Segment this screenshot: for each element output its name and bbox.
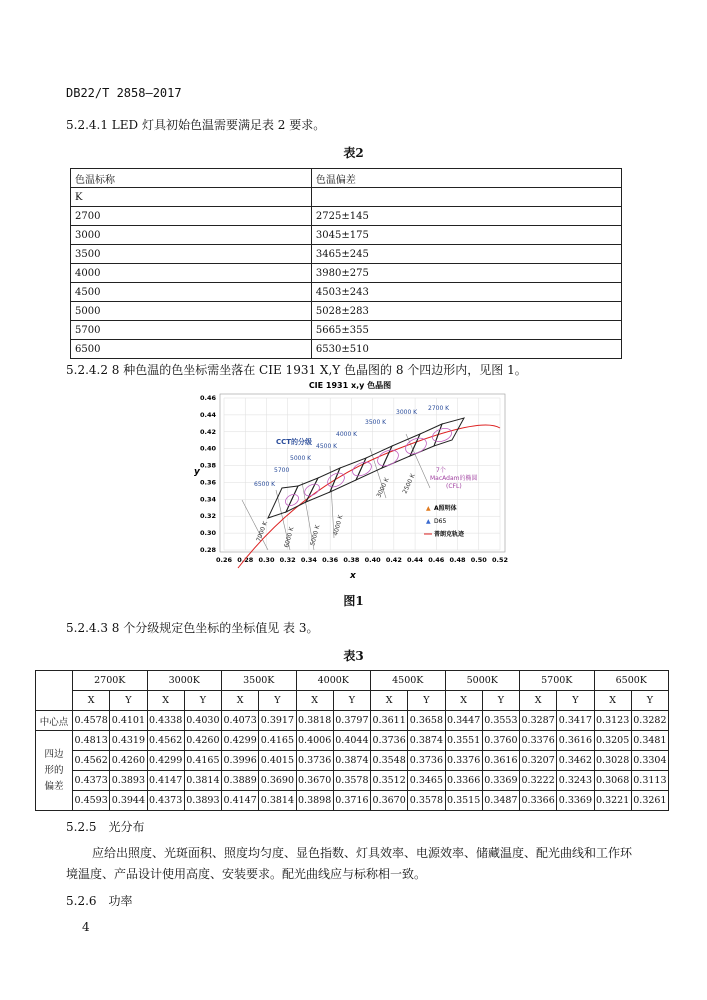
bin-label-6500: 6500 K [254, 481, 276, 488]
y-tick-label: 0.28 [199, 546, 216, 554]
x-tick-label: 0.46 [428, 556, 445, 564]
table2-cell: 3465±245 [311, 245, 621, 264]
y-tick-label: 0.32 [199, 512, 216, 521]
bin-label-5700: 5700 [274, 467, 290, 474]
table-3 [35, 670, 669, 811]
x-tick-label: 0.34 [300, 556, 317, 564]
table3-cell: 0.3123 [594, 711, 631, 731]
table3-xy-row [36, 691, 669, 711]
x-tick-label: 0.50 [470, 556, 487, 564]
table3-cell: 0.3287 [520, 711, 557, 731]
table3-cell: 0.3487 [482, 791, 519, 811]
bin-label-5000: 5000 K [290, 455, 312, 462]
table2-cell: 3045±175 [311, 226, 621, 245]
table3-cell: 0.3658 [408, 711, 445, 731]
table3-cell: 0.3028 [594, 751, 631, 771]
table3-temp-header: 2700K [73, 671, 148, 691]
table3-cell: 0.4260 [184, 731, 221, 751]
clause-5-2-4-3: 5.2.4.3 8 个分级规定色坐标的坐标值见 表 3。 [66, 621, 319, 635]
table2-row [71, 207, 622, 226]
table3-cell: 0.3578 [408, 791, 445, 811]
table3-cell: 0.3376 [445, 751, 482, 771]
table3-cell: 0.3893 [110, 771, 147, 791]
table-2 [70, 168, 622, 359]
section-number: 5.2.6 [66, 894, 97, 908]
bin-label-3000: 3000 K [396, 409, 418, 416]
table3-cell: 0.3515 [445, 791, 482, 811]
table3-cell: 0.4562 [147, 731, 184, 751]
legend-d65-marker: ▲ [426, 518, 431, 525]
x-tick-label: 0.36 [322, 556, 339, 564]
table3-cell: 0.3369 [557, 791, 594, 811]
table2-cell: 3500 [71, 245, 312, 264]
cct-grading-label: CCT的分级 [276, 438, 313, 446]
figure-title: CIE 1931 x,y 色晶图 [308, 381, 392, 390]
table3-x-header: X [445, 691, 482, 711]
legend-planckian: 普朗克轨迹 [434, 531, 465, 538]
table2-header-row [71, 169, 622, 188]
table3-cell: 0.3551 [445, 731, 482, 751]
table3-temp-header: 3500K [222, 671, 297, 691]
table2-cell: 2700 [71, 207, 312, 226]
y-tick-label: 0.30 [199, 529, 216, 538]
section-5-2-6-heading [66, 892, 133, 909]
table3-cell: 0.4299 [147, 751, 184, 771]
table3-dev-row [36, 751, 669, 771]
table3-cell: 0.3261 [631, 791, 668, 811]
table3-cell: 0.4813 [73, 731, 110, 751]
table3-temp-header: 4500K [371, 671, 446, 691]
y-tick-labels [200, 394, 217, 554]
table3-cell: 0.3736 [371, 731, 408, 751]
table2-row [71, 264, 622, 283]
table3-cell: 0.3814 [184, 771, 221, 791]
table3-dev-label: 四边形的偏差 [36, 731, 73, 811]
table3-cell: 0.3417 [557, 711, 594, 731]
table2-cell: 5700 [71, 321, 312, 340]
table3-cell: 0.4260 [110, 751, 147, 771]
table3-cell: 0.4030 [184, 711, 221, 731]
table3-cell: 0.4373 [73, 771, 110, 791]
table3-cell: 0.3243 [557, 771, 594, 791]
table3-temp-row [36, 671, 669, 691]
section-number: 5.2.5 [66, 820, 97, 834]
table3-cell: 0.3366 [520, 791, 557, 811]
table3-cell: 0.4338 [147, 711, 184, 731]
table3-cell: 0.4101 [110, 711, 147, 731]
table3-cell: 0.3282 [631, 711, 668, 731]
x-tick-labels [216, 556, 508, 564]
iso-label-6000: 6000 K [283, 526, 296, 549]
legend-a-marker: ▲ [426, 505, 431, 512]
table3-cell: 0.3221 [594, 791, 631, 811]
x-tick-label: 0.48 [449, 556, 466, 564]
section-title: 功率 [108, 894, 133, 908]
table3-cell: 0.4147 [147, 771, 184, 791]
table3-cell: 0.3874 [408, 731, 445, 751]
table3-cell: 0.3222 [520, 771, 557, 791]
table3-temp-header: 5700K [520, 671, 595, 691]
table3-cell: 0.3917 [259, 711, 296, 731]
section-5-2-5-body: 应给出照度、光斑面积、照度均匀度、显色指数、灯具效率、电源效率、储藏温度、配光曲线和工作环境温度、产品设计使用高度、安装要求。配光曲线应与标称相一致。 [66, 846, 633, 881]
table2-row [71, 226, 622, 245]
table3-cell: 0.3814 [259, 791, 296, 811]
table2-unit-row [71, 188, 622, 207]
table2-row [71, 302, 622, 321]
table3-x-header: X [594, 691, 631, 711]
table2-cell: 色温偏差 [311, 169, 621, 188]
bin-label-2700: 2700 K [428, 405, 450, 412]
table3-y-header: Y [259, 691, 296, 711]
table3-cell: 0.3893 [184, 791, 221, 811]
table3-cell: 0.4044 [333, 731, 370, 751]
document-code: DB22/T 2858—2017 [66, 86, 182, 100]
table2-cell: 2725±145 [311, 207, 621, 226]
section-5-2-5-heading [66, 818, 145, 835]
x-tick-label: 0.38 [343, 556, 360, 564]
bin-label-4500: 4500 K [316, 443, 338, 450]
table3-cell: 0.3481 [631, 731, 668, 751]
table3-dev-row [36, 771, 669, 791]
x-tick-label: 0.40 [364, 556, 381, 564]
iso-label-7000: 7000 K [255, 520, 270, 543]
table2-cell [311, 188, 621, 207]
table3-cell: 0.4319 [110, 731, 147, 751]
table3-cell: 0.3578 [333, 771, 370, 791]
y-tick-label: 0.34 [199, 495, 216, 504]
x-tick-label: 0.26 [215, 556, 233, 564]
bin-label-3500: 3500 K [365, 419, 387, 426]
y-tick-label: 0.40 [199, 444, 216, 453]
x-tick-label: 0.30 [258, 556, 275, 564]
legend-d65: D65 [434, 518, 447, 525]
y-tick-label: 0.46 [199, 394, 216, 402]
table3-temp-header: 4000K [296, 671, 371, 691]
y-tick-label: 0.44 [199, 410, 216, 419]
table3-cell: 0.3736 [296, 751, 333, 771]
table2-cell: 4500 [71, 283, 312, 302]
x-tick-label: 0.42 [385, 556, 402, 564]
table3-cell: 0.4015 [259, 751, 296, 771]
table2-cell: K [71, 188, 312, 207]
table2-cell: 6500 [71, 340, 312, 359]
table3-corner [36, 671, 73, 711]
table3-cell: 0.3548 [371, 751, 408, 771]
x-tick-label: 0.28 [237, 556, 254, 564]
iso-label-3000: 3000 K [375, 476, 391, 499]
table2-cell: 3980±275 [311, 264, 621, 283]
table3-cell: 0.3207 [520, 751, 557, 771]
table3-cell: 0.4373 [147, 791, 184, 811]
table2-cell: 5665±355 [311, 321, 621, 340]
table3-center-label: 中心点 [36, 711, 73, 731]
table3-cell: 0.3818 [296, 711, 333, 731]
table3-cell: 0.4593 [73, 791, 110, 811]
table3-cell: 0.3736 [408, 751, 445, 771]
table3-cell: 0.3874 [333, 751, 370, 771]
table2-cell: 色温标称 [71, 169, 312, 188]
table3-cell: 0.3670 [371, 791, 408, 811]
table3-cell: 0.3996 [222, 751, 259, 771]
table3-dev-row [36, 731, 669, 751]
cie-chromaticity-figure [190, 378, 520, 578]
macadam-label-2: MacAdam的椭圆 [430, 475, 478, 482]
table3-cell: 0.3068 [594, 771, 631, 791]
iso-label-2500: 2500 K [401, 472, 417, 495]
table3-cell: 0.3716 [333, 791, 370, 811]
table3-cell: 0.4073 [222, 711, 259, 731]
y-axis-label: y [194, 467, 200, 477]
table3-cell: 0.3898 [296, 791, 333, 811]
table3-cell: 0.3304 [631, 751, 668, 771]
table3-x-header: X [73, 691, 110, 711]
table3-cell: 0.4006 [296, 731, 333, 751]
table2-cell: 6530±510 [311, 340, 621, 359]
table3-cell: 0.3462 [557, 751, 594, 771]
table3-cell: 0.3465 [408, 771, 445, 791]
table2-row [71, 245, 622, 264]
table2-caption: 表2 [343, 146, 364, 160]
x-axis-label: x [350, 571, 356, 578]
table3-cell: 0.4562 [73, 751, 110, 771]
table3-cell: 0.3611 [371, 711, 408, 731]
table3-cell: 0.4578 [73, 711, 110, 731]
x-tick-label: 0.32 [279, 556, 296, 564]
table3-y-header: Y [631, 691, 668, 711]
table3-x-header: X [222, 691, 259, 711]
table3-y-header: Y [482, 691, 519, 711]
y-tick-label: 0.36 [199, 478, 216, 487]
y-tick-label: 0.38 [199, 461, 216, 470]
table3-cell: 0.4165 [184, 751, 221, 771]
table2-row [71, 340, 622, 359]
y-tick-label: 0.42 [199, 427, 216, 436]
table3-cell: 0.3944 [110, 791, 147, 811]
table3-cell: 0.3889 [222, 771, 259, 791]
table3-cell: 0.3670 [296, 771, 333, 791]
table3-cell: 0.3690 [259, 771, 296, 791]
table3-dev-row [36, 791, 669, 811]
bin-label-4000: 4000 K [336, 431, 358, 438]
table3-x-header: X [147, 691, 184, 711]
table3-temp-header: 3000K [147, 671, 222, 691]
macadam-label-1: 7个 [436, 467, 446, 474]
x-tick-label: 0.44 [407, 556, 424, 564]
table3-x-header: X [371, 691, 408, 711]
table3-center-row [36, 711, 669, 731]
table3-cell: 0.3113 [631, 771, 668, 791]
table3-cell: 0.3512 [371, 771, 408, 791]
table3-cell: 0.3376 [520, 731, 557, 751]
table2-cell: 5028±283 [311, 302, 621, 321]
table3-cell: 0.4147 [222, 791, 259, 811]
table3-y-header: Y [557, 691, 594, 711]
table3-y-header: Y [184, 691, 221, 711]
table3-temp-header: 6500K [594, 671, 669, 691]
table3-temp-header: 5000K [445, 671, 520, 691]
table2-cell: 3000 [71, 226, 312, 245]
macadam-label-3: (CFL) [446, 483, 462, 490]
table3-x-header: X [296, 691, 333, 711]
table3-cell: 0.3447 [445, 711, 482, 731]
table3-cell: 0.4165 [259, 731, 296, 751]
table3-y-header: Y [110, 691, 147, 711]
figure-caption: 图1 [343, 594, 364, 608]
table3-caption: 表3 [343, 649, 364, 663]
table3-cell: 0.3797 [333, 711, 370, 731]
table3-cell: 0.3553 [482, 711, 519, 731]
table3-cell: 0.3760 [482, 731, 519, 751]
table2-cell: 4000 [71, 264, 312, 283]
iso-label-4000: 4000 K [332, 514, 345, 537]
table3-y-header: Y [408, 691, 445, 711]
table2-row [71, 283, 622, 302]
table3-cell: 0.3616 [482, 751, 519, 771]
table3-cell: 0.3369 [482, 771, 519, 791]
table3-cell: 0.3205 [594, 731, 631, 751]
clause-5-2-4-1: 5.2.4.1 LED 灯具初始色温需要满足表 2 要求。 [66, 118, 326, 132]
table3-x-header: X [520, 691, 557, 711]
table2-row [71, 321, 622, 340]
legend-a-illuminant: A照明体 [434, 505, 457, 512]
table3-y-header: Y [333, 691, 370, 711]
clause-5-2-4-2: 5.2.4.2 8 种色温的色坐标需坐落在 CIE 1931 X,Y 色晶图的 8 个四边形内，见图 1。 [66, 363, 527, 377]
iso-label-5000: 5000 K [309, 524, 322, 547]
table2-cell: 4503±243 [311, 283, 621, 302]
page-number: 4 [82, 920, 90, 934]
table3-cell: 0.3366 [445, 771, 482, 791]
x-tick-label: 0.52 [491, 556, 509, 564]
table2-cell: 5000 [71, 302, 312, 321]
section-title: 光分布 [108, 820, 145, 834]
table3-cell: 0.3616 [557, 731, 594, 751]
table3-cell: 0.4299 [222, 731, 259, 751]
